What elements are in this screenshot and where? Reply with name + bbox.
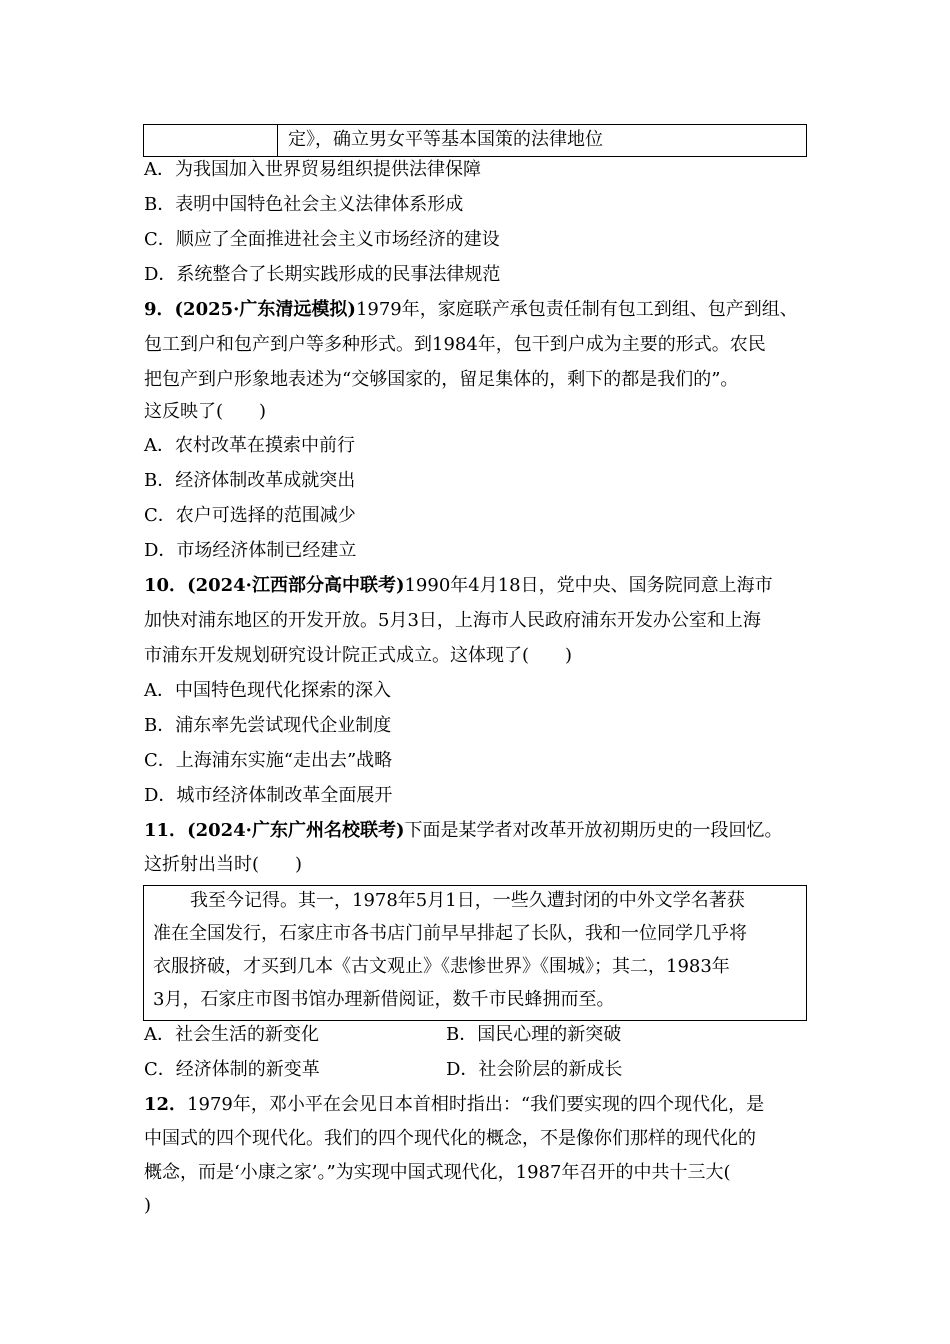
q12-text: 1979年，邓小平在会见日本首相时指出：“我们要实现的四个现代化，是 xyxy=(187,1094,765,1115)
q12-stem-line: ) xyxy=(144,1195,152,1216)
q11-source: (2024·广东广州名校联考) xyxy=(187,820,405,841)
q10-stem-line: 加快对浦东地区的开发开放。5月3日，上海市人民政府浦东开发办公室和上海 xyxy=(144,610,761,631)
q11-option-a: A．社会生活的新变化 xyxy=(144,1024,319,1045)
q9-text: 1979年，家庭联产承包责任制有包工到组、包产到组、 xyxy=(355,299,798,320)
q8-option-b: B．表明中国特色社会主义法律体系形成 xyxy=(144,194,464,215)
q11-stem-line xyxy=(144,819,782,843)
q9-number: 9． xyxy=(144,299,175,320)
quote-line: 3月，石家庄市图书馆办理新借阅证，数千市民蜂拥而至。 xyxy=(153,989,615,1010)
q12-stem-line xyxy=(144,1093,764,1117)
q11-option-b: B．国民心理的新突破 xyxy=(446,1024,622,1045)
q8-option-c: C．顺应了全面推进社会主义市场经济的建设 xyxy=(144,229,500,250)
q9-stem-line xyxy=(144,298,798,322)
q10-number: 10． xyxy=(144,575,188,596)
q11-stem-line: 这折射出当时( ) xyxy=(144,854,303,875)
q11-option-c: C．经济体制的新变革 xyxy=(144,1059,320,1080)
q9-stem-line: 把包产到户形象地表述为“交够国家的，留足集体的，剩下的都是我们的”。 xyxy=(144,369,739,390)
q10-source: (2024·江西部分高中联考) xyxy=(187,575,405,596)
q8-option-a: A．为我国加入世界贸易组织提供法律保障 xyxy=(144,159,481,180)
q9-option-a: A．农村改革在摸索中前行 xyxy=(144,435,355,456)
q9-option-b: B．经济体制改革成就突出 xyxy=(144,470,356,491)
q9-option-d: D．市场经济体制已经建立 xyxy=(144,540,357,561)
q9-option-c: C．农户可选择的范围减少 xyxy=(144,505,356,526)
table-text-cell: 定》，确立男女平等基本国策的法律地位 xyxy=(288,129,603,150)
q9-source: (2025·广东清远模拟) xyxy=(174,299,356,320)
quote-box xyxy=(143,885,807,1021)
quote-line: 准在全国发行，石家庄市各书店门前早早排起了长队，我和一位同学几乎将 xyxy=(153,923,747,944)
table-fragment xyxy=(143,124,807,157)
q12-stem-line: 中国式的四个现代化。我们的四个现代化的概念，不是像你们那样的现代化的 xyxy=(144,1128,756,1149)
q12-number: 12． xyxy=(144,1094,188,1115)
q10-stem-line: 市浦东开发规划研究设计院正式成立。这体现了( ) xyxy=(144,645,573,666)
q11-option-d: D．社会阶层的新成长 xyxy=(446,1059,623,1080)
q9-stem-line: 包工到户和包产到户等多种形式。到1984年，包干到户成为主要的形式。农民 xyxy=(144,334,766,355)
q10-option-b: B．浦东率先尝试现代企业制度 xyxy=(144,715,392,736)
q12-stem-line: 概念，而是‘小康之家’。”为实现中国式现代化，1987年召开的中共十三大( xyxy=(144,1162,731,1183)
q10-text: 1990年4月18日，党中央、国务院同意上海市 xyxy=(404,575,773,596)
q10-option-d: D．城市经济体制改革全面展开 xyxy=(144,785,393,806)
q10-option-c: C．上海浦东实施“走出去”战略 xyxy=(144,750,393,771)
q9-stem-line: 这反映了( ) xyxy=(144,401,267,422)
q11-number: 11． xyxy=(144,820,188,841)
quote-line: 我至今记得。其一，1978年5月1日，一些久遭封闭的中外文学名著获 xyxy=(190,890,745,911)
q10-stem-line xyxy=(144,574,773,598)
quote-line: 衣服挤破，才买到几本《古文观止》《悲惨世界》《围城》；其二，1983年 xyxy=(153,956,730,977)
table-empty-cell xyxy=(144,125,278,156)
q10-option-a: A．中国特色现代化探索的深入 xyxy=(144,680,391,701)
q11-text: 下面是某学者对改革开放初期历史的一段回忆。 xyxy=(404,820,783,841)
q8-option-d: D．系统整合了长期实践形成的民事法律规范 xyxy=(144,264,501,285)
